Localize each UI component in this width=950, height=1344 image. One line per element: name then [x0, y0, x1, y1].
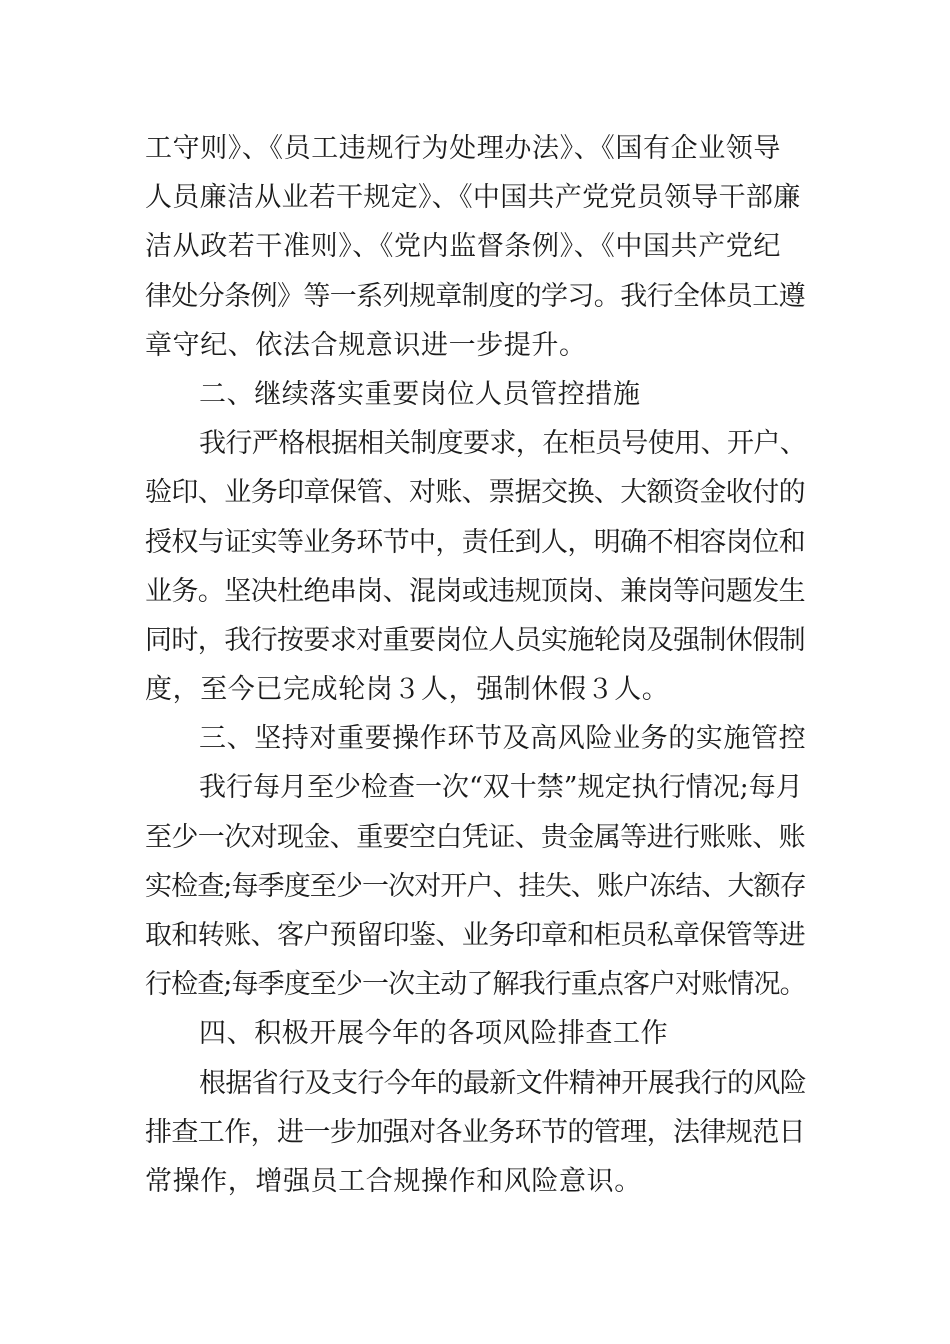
text-line: 验印、业务印章保管、对账、票据交换、大额资金收付的 — [145, 477, 805, 509]
text-line: 常操作，增强员工合规操作和风险意识。 — [145, 1165, 642, 1197]
text-line: 同时，我行按要求对重要岗位人员实施轮岗及强制休假制 — [145, 624, 805, 656]
text-line: 授权与证实等业务环节中，责任到人，明确不相容岗位和 — [145, 526, 805, 558]
text-line: 根据省行及支行今年的最新文件精神开展我行的风险 — [199, 1067, 807, 1099]
section-heading: 二、继续落实重要岗位人员管控措施 — [199, 378, 641, 410]
text-line: 工守则》、《员工违规行为处理办法》、《国有企业领导 — [145, 133, 781, 164]
section-heading: 四、积极开展今年的各项风险排查工作 — [199, 1018, 669, 1050]
text-line: 章守纪、依法合规意识进一步提升。 — [145, 329, 587, 361]
text-line: 取和转账、客户预留印鉴、业务印章和柜员私章保管等进 — [145, 920, 805, 951]
text-line: 洁从政若干准则》、《党内监督条例》、《中国共产党纪 — [145, 231, 781, 263]
text-line: 实检查;每季度至少一次对开户、挂失、账户冻结、大额存 — [145, 870, 806, 902]
text-line: 人员廉洁从业若干规定》、《中国共产党党员领导干部廉 — [145, 182, 801, 214]
text-line: 律处分条例》等一系列规章制度的学习。我行全体员工遵 — [145, 280, 805, 312]
text-line: 行检查;每季度至少一次主动了解我行重点客户对账情况。 — [145, 969, 806, 1001]
text-line: 业务。坚决杜绝串岗、混岗或违规顶岗、兼岗等问题发生 — [145, 575, 805, 607]
text-line: 排查工作，进一步加强对各业务环节的管理，法律规范日 — [145, 1116, 805, 1148]
text-line: 我行每月至少检查一次“双十禁”规定执行情况;每月 — [199, 772, 803, 804]
section-heading: 三、坚持对重要操作环节及高风险业务的实施管控 — [199, 723, 807, 755]
text-line: 至少一次对现金、重要空白凭证、贵金属等进行账账、账 — [145, 821, 805, 853]
text-line: 度，至今已完成轮岗３人，强制休假３人。 — [145, 674, 670, 706]
document-body — [145, 124, 807, 1206]
text-line: 我行严格根据相关制度要求，在柜员号使用、开户、 — [199, 428, 807, 460]
